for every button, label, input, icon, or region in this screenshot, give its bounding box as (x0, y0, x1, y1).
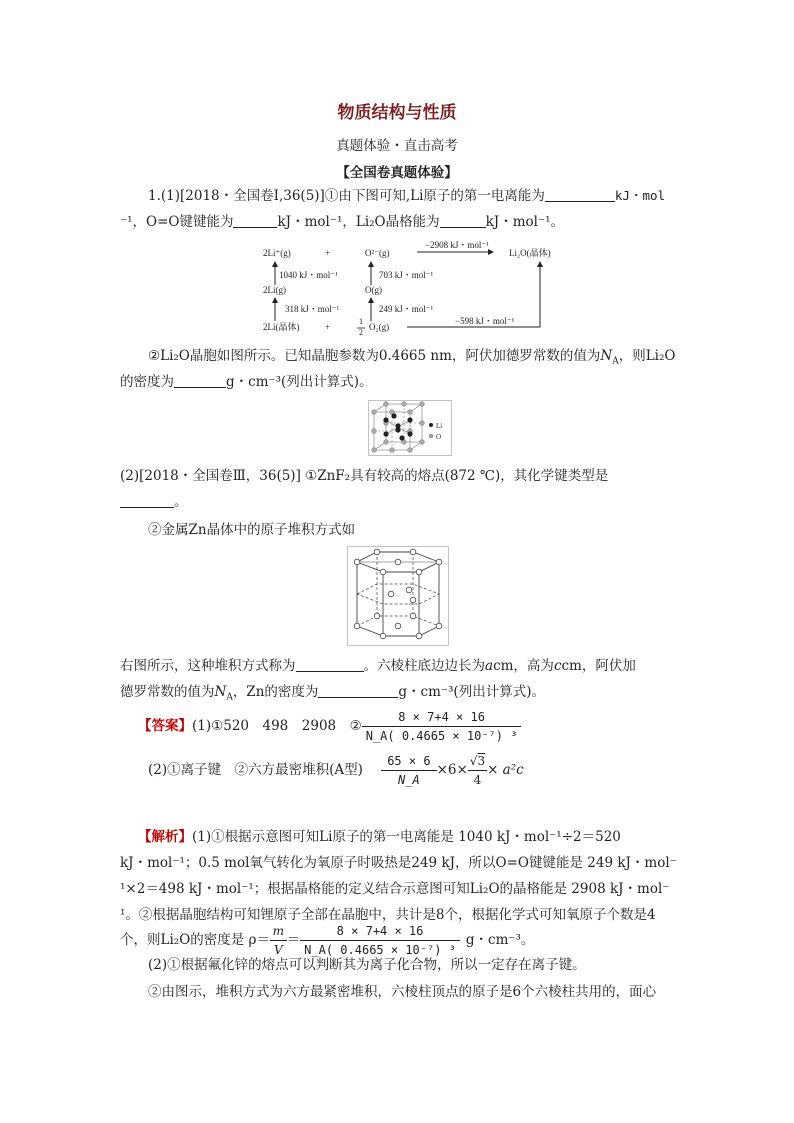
cycle-o-ion: O²⁻(g) (365, 248, 390, 258)
born-haber-diagram (255, 238, 555, 338)
cycle-e1: 1040 kJ・mol⁻¹ (279, 270, 338, 280)
q2-line4 (120, 657, 636, 675)
answer-tail: × a²c (487, 762, 524, 778)
q1-text-a: 1.(1)[2018・全国卷Ⅰ,36(5)]①由下图可知,Li原子的第一电离能为 (148, 188, 545, 204)
q2-text-b: 。 (174, 494, 188, 510)
cycle-o2-gas: O₂(g) (369, 322, 390, 332)
answer-blank (120, 494, 174, 508)
cycle-plus-2: + (325, 322, 331, 332)
hexagonal-prism-diagram (347, 546, 449, 646)
equals-sign: ＝ (286, 932, 301, 948)
cycle-plus-1: + (325, 248, 331, 258)
subtitle: 真题体验・直击高考 (336, 138, 458, 154)
answer-line1 (138, 708, 521, 745)
na-subscript: A (226, 692, 233, 703)
mass-symbol: m (270, 922, 287, 941)
q1-text-e: kJ・mol⁻¹。 (485, 214, 565, 230)
answer-label: 【答案】 (138, 718, 192, 734)
q2-line5 (120, 683, 545, 707)
q1-line2 (120, 213, 564, 231)
na-symbol: N (600, 348, 613, 364)
q2-text-i: ，Zn的密度为 (232, 684, 319, 700)
q2-text-j: g・cm⁻³(列出计算式)。 (398, 684, 545, 700)
q1b-line2 (120, 373, 373, 391)
na-symbol: N (214, 684, 227, 700)
analysis-line4: ¹。②根据晶胞结构可知锂原子全部在晶胞中，共计是8个，根据化学式可知氧原子个数是4 (120, 907, 656, 923)
cycle-o-gas: O(g) (365, 285, 382, 295)
q2-text-h: 德罗常数的值为 (120, 684, 215, 700)
q1-text-b: kJ・mol (614, 188, 666, 203)
q2-text-f: cm，高为 (493, 658, 554, 674)
analysis-label: 【解析】 (138, 829, 192, 845)
four-value: 4 (473, 773, 482, 787)
li2o-unit-cell-diagram (368, 400, 452, 456)
analysis-line5 (120, 922, 534, 959)
q2-text-g: cm，阿伏加 (561, 658, 636, 674)
legend-o-dot (429, 434, 433, 438)
cycle-half-num: 1 (359, 317, 363, 326)
analysis-text-5b: g・cm⁻³。 (465, 932, 535, 948)
analysis-line6: (2)①根据氟化锌的熔点可以判断其为离子化合物，所以一定存在离子键。 (148, 957, 586, 973)
q1-line1 (148, 187, 665, 205)
q1b-text-c: 的密度为 (120, 374, 174, 390)
answer-part2: (2)①离子键 ②六方最密堆积(A型) (148, 762, 363, 778)
answer-line2 (148, 752, 524, 789)
legend-li: Li (436, 422, 443, 430)
q1b-text-a: ②Li₂O晶胞如图所示。已知晶胞参数为0.4665 nm，阿伏加德罗常数的值为 (148, 348, 601, 364)
analysis-fraction (300, 922, 460, 959)
edge-a: a (485, 658, 494, 674)
cycle-e4: 249 kJ・mol⁻¹ (379, 304, 434, 314)
answer-blank (545, 188, 615, 202)
analysis-line7: ②由图示，堆积方式为六方最紧密堆积，六棱柱顶点的原子是6个六棱柱共用的，面心 (148, 984, 657, 1000)
answer-fraction-1 (362, 708, 522, 745)
answer-times: ×6× (436, 762, 468, 778)
analysis-line2: kJ・mol⁻¹；0.5 mol氧气转化为氧原子时吸热是249 kJ，所以O=O键键能是 249 kJ・mol⁻ (120, 855, 677, 871)
analysis-line3: ¹×2＝498 kJ・mol⁻¹；根据晶格能的定义结合示意图可知Li₂O的晶格能是 2908 kJ・mol⁻ (120, 881, 670, 897)
section-heading: 【全国卷真题体验】 (336, 165, 458, 181)
answer-fraction-2 (381, 752, 436, 789)
analysis-text-1: (1)①根据示意图可知Li原子的第一电离能是 1040 kJ・mol⁻¹÷2＝520 (192, 829, 621, 845)
sqrt3-over-4: $\frac{√3}{4}$ (469, 754, 486, 787)
q2-line2 (120, 493, 188, 511)
q2-line3 (148, 521, 355, 539)
q2-line1 (120, 467, 608, 485)
answer-f2-numerator: 65 × 6 (381, 752, 436, 771)
q1b-text-d: g・cm⁻³(列出计算式)。 (226, 374, 373, 390)
answer-blank (174, 374, 226, 388)
answer-blank (318, 684, 398, 698)
volume-symbol: V (274, 943, 283, 957)
cycle-formation-energy: −598 kJ・mol⁻¹ (455, 316, 515, 326)
analysis-f-denominator: N_A( 0.4665 × 10⁻⁷) ³ (304, 943, 456, 957)
legend-li-dot (429, 423, 433, 427)
cycle-lattice-energy: −2908 kJ・mol⁻¹ (425, 240, 489, 250)
answer-f1-denominator: N_A( 0.4665 × 10⁻⁷) ³ (365, 729, 518, 743)
q2-text-c: ②金属Zn晶体中的原子堆积方式如 (148, 522, 356, 538)
analysis-line1 (138, 828, 621, 846)
answer-blank (440, 214, 486, 228)
analysis-f-numerator: 8 × 7+4 × 16 (300, 922, 460, 941)
answer-f1-numerator: 8 × 7+4 × 16 (362, 708, 522, 727)
cycle-half-den: 2 (359, 328, 363, 337)
q2-text-d: 右图所示，这种堆积方式称为 (120, 658, 296, 674)
q1b-text-b: ，则Li₂O (618, 348, 676, 364)
height-c: c (553, 658, 562, 674)
sqrt3-value: 3 (477, 754, 486, 768)
m-over-v (270, 922, 287, 959)
page-title: 物质结构与性质 (337, 103, 457, 123)
q2-text-e: 。六棱柱底边边长为 (363, 658, 485, 674)
q1b-line1 (148, 347, 675, 371)
answer-blank (296, 658, 364, 672)
cycle-e3: 318 kJ・mol⁻¹ (285, 304, 340, 314)
answer-f2-denominator: N_A (398, 773, 420, 787)
q1-text-d: kJ・mol⁻¹，Li₂O晶格能为 (277, 214, 440, 230)
answer-part1: (1)①520 498 2908 ② (192, 718, 362, 734)
legend-o: O (436, 433, 442, 441)
q2-text-a: (2)[2018・全国卷Ⅲ，36(5)] ①ZnF₂具有较高的熔点(872 ℃)，其化学键类型是 (120, 468, 609, 484)
cycle-2li-solid: 2Li(晶体) (263, 322, 300, 332)
cycle-e2: 703 kJ・mol⁻¹ (379, 270, 434, 280)
cycle-product: Li₂O(晶体) (509, 248, 551, 258)
q1-text-c: ⁻¹，O=O键键能为 (120, 214, 234, 230)
analysis-text-5a: 个，则Li₂O的密度是 ρ＝ (120, 932, 270, 948)
answer-blank (233, 214, 277, 228)
cycle-2li-ion: 2Li⁺(g) (263, 248, 291, 258)
na-subscript: A (612, 356, 619, 367)
cycle-2li-gas: 2Li(g) (263, 285, 286, 295)
